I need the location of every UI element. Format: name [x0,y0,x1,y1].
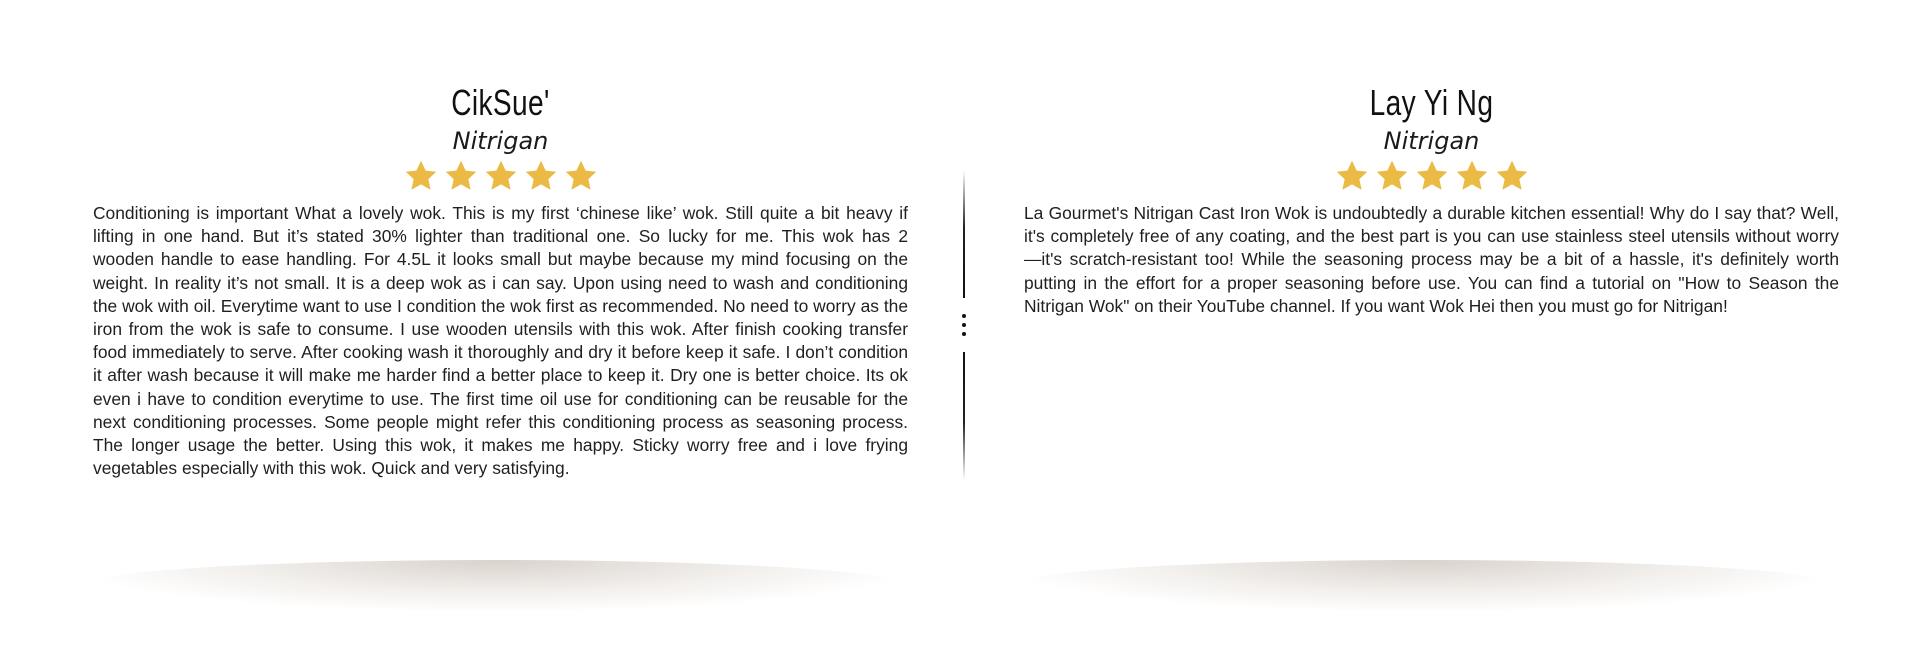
reviewer-name: Lay Yi Ng [1369,82,1494,123]
review-card-lay-yi-ng [1024,80,1839,318]
divider-dot [962,323,966,327]
star-icon [1454,158,1490,194]
product-name: Nitrigan [1383,127,1480,155]
star-icon [1334,158,1370,194]
star-icon [403,158,439,194]
review-card-ciksue [93,80,908,480]
divider-line-bottom [963,352,965,480]
card-shadow [85,560,905,610]
review-text: Conditioning is important What a lovely wok. This is my first ‘chinese like’ wok. Still quite a bit heavy if lifting in one hand. But it’s stated 30% lighter than traditional one. So lucky for me. This wok has 2 wooden handle to ease handling. For 4.5L it looks small but maybe because my mind focusing on the weight. In reality it’s not small. It is a deep wok as i can say. Upon using need to wash and conditioning the wok with oil. Everytime want to use I condition the wok first as recommended. No need to worry as the iron from the wok is safe to consume. I use wooden utensils with this wok. After finish cooking transfer food immediately to serve. After cooking wash it thoroughly and dry it before keep it safe. I don’t condition it after wash because it will make me harder find a better place to keep it. Dry one is better choice. Its ok even i have to condition everytime to use. The first time oil use for conditioning can be reusable for the next conditioning processes. Some people might refer this conditioning process as seasoning process. The longer usage the better. Using this wok, it makes me happy. Sticky worry free and i love frying vegetables especially with this wok. Quick and very satisfying. [93,203,908,479]
star-icon [563,158,599,194]
star-icon [1494,158,1530,194]
review-text: La Gourmet's Nitrigan Cast Iron Wok is undoubtedly a durable kitchen essential! Why do I say that? Well, it's completely free of any coating, and the best part is you can use stainless steel utensils without worry—it's scratch-resistant too! While the seasoning process may be a bit of a hassle, it's definitely worth putting in the effort for a proper seasoning before use. You can find a tutorial on "How to Season the Nitrigan Wok" on their YouTube channel. If you want Wok Hei then you must go for Nitrigan! [1024,203,1839,316]
star-icon [1374,158,1410,194]
star-rating [93,158,908,198]
divider-dot [962,332,966,336]
star-rating [1024,158,1839,198]
reviewer-name: CikSue' [451,82,550,123]
star-icon [1414,158,1450,194]
card-shadow [1015,560,1835,610]
divider-line-top [963,170,965,298]
star-icon [523,158,559,194]
divider-dot [962,314,966,318]
product-name: Nitrigan [452,127,549,155]
vertical-divider [962,170,966,480]
star-icon [443,158,479,194]
star-icon [483,158,519,194]
